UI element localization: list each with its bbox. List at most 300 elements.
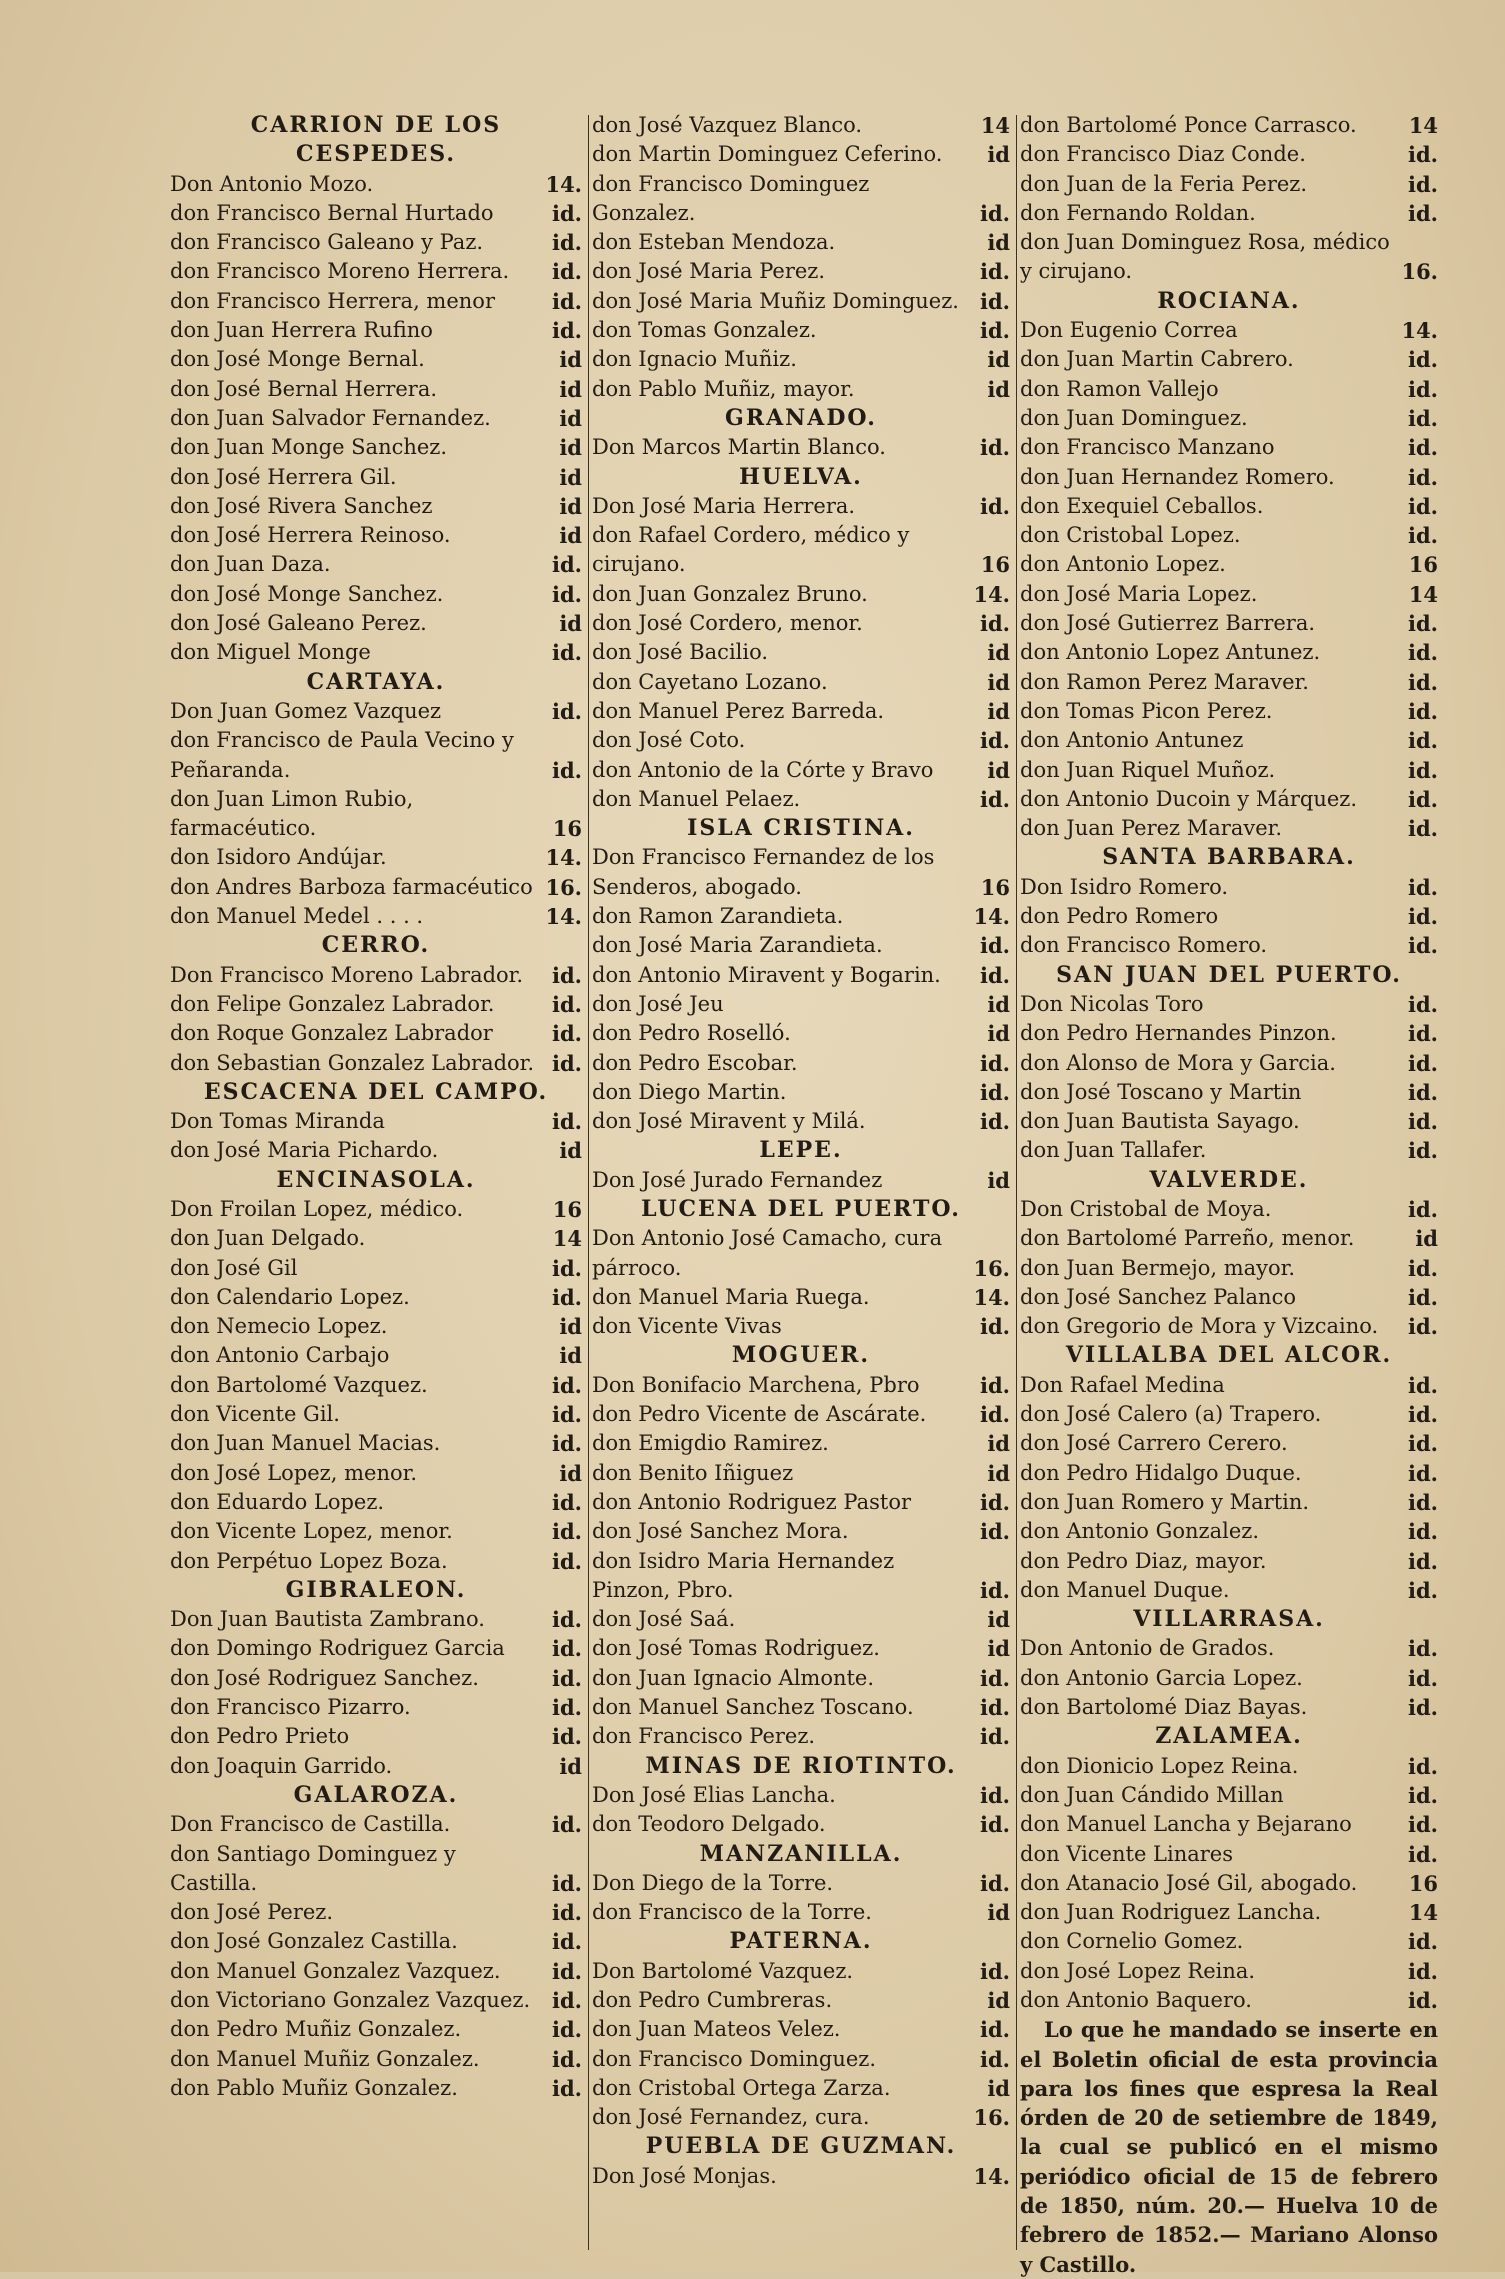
- list-item: [170, 1898, 582, 1927]
- town-heading: CERRO.: [321, 932, 431, 959]
- person-name: don Exequiel Ceballos.: [1020, 493, 1264, 518]
- entry-value: id.: [1408, 1929, 1438, 1955]
- person-name: Don José Elias Lancha.: [592, 1782, 836, 1807]
- entry-value: id.: [1408, 1314, 1438, 1340]
- entry-value: id.: [552, 1431, 582, 1457]
- list-item: [592, 1664, 1010, 1693]
- person-name: don Francisco Romero.: [1020, 933, 1268, 958]
- entry-value: id.: [552, 1812, 582, 1838]
- person-name: don Pedro Diaz, mayor.: [1020, 1548, 1267, 1573]
- person-name: Don Juan Gomez Vazquez: [170, 698, 442, 723]
- person-name: don Vicente Linares: [1020, 1841, 1234, 1866]
- list-item: [1020, 902, 1438, 931]
- person-name: don Juan Daza.: [170, 552, 331, 577]
- list-item: [1020, 433, 1438, 462]
- person-name: Don Diego de la Torre.: [592, 1870, 834, 1895]
- entry-value: id.: [1408, 1665, 1438, 1691]
- person-name: don Bartolomé Diaz Bayas.: [1020, 1695, 1308, 1720]
- list-item: [592, 961, 1010, 990]
- person-name: Don José Maria Herrera.: [592, 493, 856, 518]
- entry-value: id.: [552, 1109, 582, 1135]
- person-name: don Juan Herrera Rufino: [170, 318, 433, 343]
- list-item: [1020, 785, 1438, 814]
- list-item: [1020, 1283, 1438, 1312]
- list-item: [1020, 170, 1438, 199]
- person-name: don Cristobal Lopez.: [1020, 523, 1241, 548]
- person-name: don Manuel Duque.: [1020, 1577, 1230, 1602]
- entry-value: id.: [552, 1900, 582, 1926]
- list-item: [1020, 697, 1438, 726]
- person-name: don Dionicio Lopez Reina.: [1020, 1753, 1299, 1778]
- list-item: [170, 1341, 582, 1370]
- entry-value: id.: [980, 1577, 1010, 1603]
- entry-value: id.: [1408, 405, 1438, 431]
- person-name: don Juan Salvador Fernandez.: [170, 405, 491, 430]
- entry-value: id.: [552, 288, 582, 314]
- entry-value: id.: [552, 318, 582, 344]
- person-name: Don Bartolomé Vazquez.: [592, 1958, 854, 1983]
- person-name: don Francisco Manzano: [1020, 435, 1275, 460]
- entry-value: id.: [980, 1489, 1010, 1515]
- list-item: [170, 1517, 582, 1546]
- list-item: [1020, 1810, 1438, 1839]
- person-name: don Francisco Pizarro.: [170, 1695, 411, 1720]
- list-item: [170, 785, 582, 844]
- closing-note-text: Lo que he mandado se inserte en el Boletin oficial de esta provincia para los fines que espresa la Real órden de 20 de setiembre de 1849, la cual se publicó en el mismo periódico oficial de 15 de febrero de 1850, núm. 20.— Huelva 10 de febrero de 1852.— Mariano Alonso y Castillo.: [1020, 2017, 1438, 2277]
- entry-value: 14.: [545, 845, 582, 871]
- list-item: [1020, 1488, 1438, 1517]
- person-name: don José Galeano Perez.: [170, 611, 427, 636]
- list-item: [592, 1957, 1010, 1986]
- person-name: don Cristobal Ortega Zarza.: [592, 2075, 891, 2100]
- person-name: don Antonio Ducoin y Márquez.: [1020, 786, 1358, 811]
- person-name: don Juan Manuel Macias.: [170, 1431, 441, 1456]
- person-name: don Antonio Baquero.: [1020, 1988, 1252, 2012]
- entry-value: id: [987, 1900, 1010, 1926]
- entry-value: id.: [552, 1724, 582, 1750]
- person-name: don Calendario Lopez.: [170, 1284, 410, 1309]
- list-item: [1020, 1547, 1438, 1576]
- list-item: [1020, 1429, 1438, 1458]
- person-name: don Vicente Lopez, menor.: [170, 1519, 453, 1544]
- list-item: [592, 902, 1010, 931]
- entry-value: id.: [1408, 493, 1438, 519]
- list-item: [170, 170, 582, 199]
- person-name: don Santiago Dominguez y Castilla.: [170, 1841, 456, 1895]
- person-name: don Tomas Picon Perez.: [1020, 698, 1273, 723]
- list-item: [170, 287, 582, 316]
- person-name: don Vicente Gil.: [170, 1402, 340, 1427]
- list-item: [592, 375, 1010, 404]
- list-item: [592, 756, 1010, 785]
- entry-value: id.: [552, 200, 582, 226]
- entry-value: id.: [1408, 1138, 1438, 1164]
- person-name: don José Herrera Reinoso.: [170, 523, 451, 548]
- list-item: [1020, 345, 1438, 374]
- person-name: don José Miravent y Milá.: [592, 1109, 866, 1134]
- entry-value: 16: [1408, 552, 1438, 578]
- list-item: [592, 843, 1010, 902]
- list-item: [1020, 990, 1438, 1019]
- town-heading: LEPE.: [759, 1137, 843, 1164]
- person-name: don Manuel Maria Ruega.: [592, 1284, 870, 1309]
- town-heading: GRANADO.: [725, 404, 877, 431]
- list-item: [1020, 1664, 1438, 1693]
- person-name: don Joaquin Garrido.: [170, 1753, 393, 1778]
- list-item: [170, 1429, 582, 1458]
- town-heading: PUEBLA DE GUZMAN.: [645, 2133, 957, 2160]
- list-item: [592, 2103, 1010, 2132]
- person-name: don Francisco Diaz Conde.: [1020, 142, 1306, 167]
- person-name: Don Juan Bautista Zambrano.: [170, 1607, 485, 1632]
- list-item: [1020, 1957, 1438, 1986]
- entry-value: id.: [552, 2075, 582, 2101]
- list-item: [170, 1400, 582, 1429]
- entry-value: id: [987, 991, 1010, 1017]
- person-name: don Ignacio Muñiz.: [592, 347, 797, 372]
- list-item: [1020, 1840, 1438, 1869]
- person-name: don Pablo Muñiz Gonzalez.: [170, 2075, 458, 2100]
- person-name: don Antonio Rodriguez Pastor: [592, 1489, 912, 1514]
- entry-value: id.: [1408, 142, 1438, 168]
- entry-value: id.: [1408, 464, 1438, 490]
- entry-value: id.: [552, 1988, 582, 2013]
- list-item: [1020, 550, 1438, 579]
- list-item: [170, 1986, 582, 2015]
- person-name: don Roque Gonzalez Labrador: [170, 1021, 493, 1046]
- person-name: don Antonio Lopez.: [1020, 552, 1226, 577]
- entry-value: 14: [1408, 113, 1438, 138]
- person-name: Don Francisco Moreno Labrador.: [170, 962, 524, 987]
- entry-value: 14.: [973, 2163, 1010, 2189]
- entry-value: id.: [980, 1958, 1010, 1984]
- list-item: [1020, 1781, 1438, 1810]
- entry-value: id.: [1408, 698, 1438, 724]
- entry-value: id.: [552, 1255, 582, 1281]
- person-name: don José Maria Perez.: [592, 259, 826, 284]
- list-item: [1020, 1136, 1438, 1165]
- entry-value: id.: [980, 1079, 1010, 1105]
- list-item: [592, 580, 1010, 609]
- list-item: [592, 1693, 1010, 1722]
- person-name: Don Francisco Fernandez de los Senderos, abogado.: [592, 845, 935, 899]
- list-item: [592, 111, 1010, 140]
- person-name: don José Fernandez, cura.: [592, 2105, 870, 2130]
- person-name: don Manuel Pelaez.: [592, 786, 801, 811]
- entry-value: id.: [552, 757, 582, 783]
- list-item: [170, 1312, 582, 1341]
- person-name: don Francisco Dominguez.: [592, 2046, 877, 2071]
- list-item: [170, 990, 582, 1019]
- list-item: [592, 1810, 1010, 1839]
- person-name: don Pedro Cumbreras.: [592, 1988, 833, 2012]
- list-item: [592, 1019, 1010, 1048]
- entry-value: id.: [1408, 1196, 1438, 1222]
- list-item: [170, 521, 582, 550]
- person-name: don Francisco Galeano y Paz.: [170, 230, 484, 255]
- person-name: Don José Jurado Fernandez: [592, 1167, 883, 1192]
- list-item: [170, 1107, 582, 1136]
- person-name: Don Rafael Medina: [1020, 1372, 1225, 1397]
- list-item: [170, 199, 582, 228]
- list-item: [592, 1224, 1010, 1283]
- list-item: [592, 1166, 1010, 1195]
- entry-value: id.: [552, 259, 582, 285]
- entry-value: id.: [552, 1607, 582, 1633]
- entry-value: 14.: [545, 904, 582, 930]
- entry-value: id.: [980, 435, 1010, 461]
- person-name: don Pablo Muñiz, mayor.: [592, 376, 855, 401]
- list-item: [592, 1371, 1010, 1400]
- list-item: [170, 609, 582, 638]
- list-item: [592, 2074, 1010, 2103]
- list-item: [170, 1927, 582, 1956]
- entry-value: id.: [1408, 347, 1438, 373]
- list-item: [592, 257, 1010, 286]
- town-heading: GIBRALEON.: [285, 1576, 467, 1603]
- entry-value: id.: [1408, 728, 1438, 754]
- list-item: [170, 550, 582, 579]
- town-heading: CARTAYA.: [306, 668, 446, 695]
- list-item: [1020, 814, 1438, 843]
- person-name: don Francisco Herrera, menor: [170, 288, 495, 313]
- list-item: [592, 1898, 1010, 1927]
- person-name: Don Antonio de Grados.: [1020, 1636, 1275, 1661]
- person-name: don Ramon Vallejo: [1020, 376, 1219, 401]
- entry-value: 14.: [973, 904, 1010, 930]
- list-item: [170, 1283, 582, 1312]
- town-heading: MANZANILLA.: [699, 1840, 903, 1867]
- column-3: [1020, 111, 1438, 2279]
- person-name: don Pedro Romero: [1020, 904, 1219, 929]
- list-item: [170, 843, 582, 872]
- list-item: [170, 1371, 582, 1400]
- list-item: [1020, 1107, 1438, 1136]
- person-name: don Francisco Perez.: [592, 1724, 816, 1749]
- person-name: Don Francisco de Castilla.: [170, 1812, 451, 1837]
- person-name: don Benito Iñiguez: [592, 1460, 794, 1485]
- list-item: [592, 668, 1010, 697]
- list-item: [1020, 316, 1438, 345]
- person-name: don José Bernal Herrera.: [170, 376, 438, 401]
- entry-value: 14.: [973, 581, 1010, 607]
- list-item: [170, 228, 582, 257]
- column-2: [592, 111, 1010, 2191]
- entry-value: id.: [1408, 611, 1438, 637]
- entry-value: id.: [1408, 1958, 1438, 1984]
- list-item: [1020, 228, 1438, 287]
- person-name: don Antonio Miravent y Bogarin.: [592, 962, 941, 987]
- column-divider: [1016, 115, 1018, 2250]
- town-heading: GALAROZA.: [293, 1781, 459, 1808]
- town-heading: ESCACENA DEL CAMPO.: [203, 1078, 549, 1105]
- entry-value: id.: [1408, 991, 1438, 1017]
- entry-value: 16.: [973, 1255, 1010, 1281]
- list-item: [1020, 1634, 1438, 1663]
- list-item: [170, 726, 582, 785]
- entry-value: id.: [1408, 1460, 1438, 1486]
- entry-value: id.: [1408, 1109, 1438, 1135]
- entry-value: 16.: [545, 874, 582, 900]
- person-name: don José Gutierrez Barrera.: [1020, 611, 1316, 636]
- town-heading: HUELVA.: [739, 463, 863, 490]
- list-item: [170, 1019, 582, 1048]
- list-item: [592, 990, 1010, 1019]
- list-item: [170, 1224, 582, 1253]
- entry-value: id.: [980, 1402, 1010, 1428]
- list-item: [1020, 1019, 1438, 1048]
- person-name: don Juan Bermejo, mayor.: [1020, 1255, 1296, 1280]
- person-name: don Domingo Rodriguez Garcia: [170, 1636, 505, 1661]
- list-item: [170, 1547, 582, 1576]
- person-name: don José Monge Sanchez.: [170, 581, 444, 606]
- entry-value: id.: [1408, 933, 1438, 959]
- person-name: don Antonio Antunez: [1020, 728, 1244, 753]
- entry-value: id.: [1408, 1402, 1438, 1428]
- entry-value: id: [559, 1343, 582, 1369]
- list-item: [1020, 1312, 1438, 1341]
- list-item: [170, 404, 582, 433]
- entry-value: id: [559, 1460, 582, 1486]
- person-name: don José Gil: [170, 1255, 298, 1280]
- list-item: [592, 609, 1010, 638]
- person-name: don José Bacilio.: [592, 640, 769, 665]
- person-name: don Juan Dominguez Rosa, médico y cirujano.: [1020, 230, 1390, 284]
- list-item: [592, 726, 1010, 755]
- entry-value: id.: [552, 1284, 582, 1310]
- list-item: [1020, 463, 1438, 492]
- list-item: [592, 1049, 1010, 1078]
- entry-value: id.: [980, 962, 1010, 988]
- town-heading: CARRION DE LOS CESPEDES.: [250, 112, 502, 168]
- list-item: [170, 1254, 582, 1283]
- list-item: [592, 1634, 1010, 1663]
- list-item: [1020, 1517, 1438, 1546]
- list-item: [170, 316, 582, 345]
- person-name: don Pedro Vicente de Ascárate.: [592, 1402, 927, 1427]
- entry-value: id.: [552, 991, 582, 1017]
- list-item: [592, 1722, 1010, 1751]
- entry-value: id.: [980, 728, 1010, 754]
- entry-value: id: [559, 1314, 582, 1340]
- entry-value: id.: [1408, 1841, 1438, 1867]
- person-name: don Francisco de la Torre.: [592, 1900, 872, 1925]
- entry-value: id.: [1408, 435, 1438, 461]
- town-heading: PATERNA.: [729, 1928, 873, 1955]
- entry-value: 16: [1408, 1870, 1438, 1896]
- entry-value: id.: [980, 259, 1010, 285]
- entry-value: id.: [1408, 1255, 1438, 1281]
- list-item: [592, 228, 1010, 257]
- entry-value: id.: [980, 493, 1010, 519]
- person-name: don Juan Romero y Martin.: [1020, 1489, 1310, 1514]
- person-name: don Juan Rodriguez Lancha.: [1020, 1900, 1322, 1925]
- entry-value: id: [987, 1021, 1010, 1047]
- person-name: don Pedro Hernandes Pinzon.: [1020, 1021, 1337, 1046]
- person-name: don Bartolomé Ponce Carrasco.: [1020, 113, 1357, 137]
- list-item: [170, 1136, 582, 1165]
- person-name: don José Monge Bernal.: [170, 347, 425, 372]
- list-item: [1020, 140, 1438, 169]
- person-name: don Pedro Hidalgo Duque.: [1020, 1460, 1302, 1485]
- person-name: don José Rivera Sanchez: [170, 493, 433, 518]
- list-item: [592, 1078, 1010, 1107]
- person-name: don José Jeu: [592, 991, 724, 1016]
- person-name: don Pedro Prieto: [170, 1724, 350, 1749]
- list-item: [170, 1752, 582, 1781]
- list-item: [1020, 521, 1438, 550]
- entry-value: id: [987, 347, 1010, 373]
- entry-value: 14: [1408, 581, 1438, 607]
- entry-value: id.: [552, 581, 582, 607]
- person-name: don José Maria Muñiz Dominguez.: [592, 288, 959, 313]
- person-name: don Antonio Carbajo: [170, 1343, 390, 1368]
- list-item: [1020, 492, 1438, 521]
- list-item: [170, 1195, 582, 1224]
- entry-value: id.: [552, 1636, 582, 1662]
- town-heading: VALVERDE.: [1149, 1166, 1309, 1193]
- person-name: don Juan Limon Rubio, farmacéutico.: [170, 786, 414, 841]
- entry-value: id.: [980, 1519, 1010, 1545]
- person-name: don Manuel Medel . . . .: [170, 904, 424, 929]
- list-item: [170, 1634, 582, 1663]
- entry-value: id.: [552, 1958, 582, 1984]
- entry-value: 16: [980, 874, 1010, 900]
- list-item: [592, 1605, 1010, 1634]
- entry-value: id: [987, 1431, 1010, 1457]
- person-name: don Felipe Gonzalez Labrador.: [170, 991, 495, 1016]
- entry-value: id.: [1408, 1812, 1438, 1838]
- person-name: don Atanacio José Gil, abogado.: [1020, 1870, 1358, 1895]
- entry-value: id.: [1408, 1695, 1438, 1721]
- list-item: [1020, 1049, 1438, 1078]
- list-item: [170, 1049, 582, 1078]
- person-name: Don Tomas Miranda: [170, 1109, 385, 1134]
- list-item: [170, 1840, 582, 1899]
- list-item: [1020, 404, 1438, 433]
- list-item: [170, 1664, 582, 1693]
- town-heading: VILLARRASA.: [1133, 1606, 1325, 1633]
- entry-value: id.: [980, 288, 1010, 314]
- person-name: don Manuel Gonzalez Vazquez.: [170, 1958, 501, 1983]
- entry-value: id.: [980, 318, 1010, 344]
- entry-value: id: [987, 1167, 1010, 1193]
- town-heading: SANTA BARBARA.: [1102, 844, 1356, 871]
- list-item: [1020, 726, 1438, 755]
- person-name: don Miguel Monge: [170, 640, 371, 665]
- entry-value: id.: [552, 230, 582, 256]
- entry-value: id: [559, 376, 582, 402]
- person-name: Don Marcos Martin Blanco.: [592, 435, 886, 460]
- person-name: don José Sanchez Palanco: [1020, 1284, 1296, 1309]
- entry-value: id.: [980, 933, 1010, 959]
- entry-value: id.: [1408, 1988, 1438, 2013]
- list-item: [592, 170, 1010, 229]
- list-item: [170, 375, 582, 404]
- person-name: don Victoriano Gonzalez Vazquez.: [170, 1988, 531, 2012]
- entry-value: id: [559, 523, 582, 549]
- entry-value: id.: [1408, 1548, 1438, 1574]
- person-name: don Emigdio Ramirez.: [592, 1431, 829, 1456]
- person-name: don Isidro Maria Hernandez Pinzon, Pbro.: [592, 1548, 895, 1602]
- person-name: don Ramon Perez Maraver.: [1020, 669, 1309, 694]
- person-name: don José Cordero, menor.: [592, 611, 863, 636]
- entry-value: id: [987, 230, 1010, 256]
- list-item: [592, 140, 1010, 169]
- person-name: don Manuel Muñiz Gonzalez.: [170, 2046, 480, 2071]
- person-name: don Esteban Mendoza.: [592, 230, 836, 255]
- person-name: don Fernando Roldan.: [1020, 200, 1256, 225]
